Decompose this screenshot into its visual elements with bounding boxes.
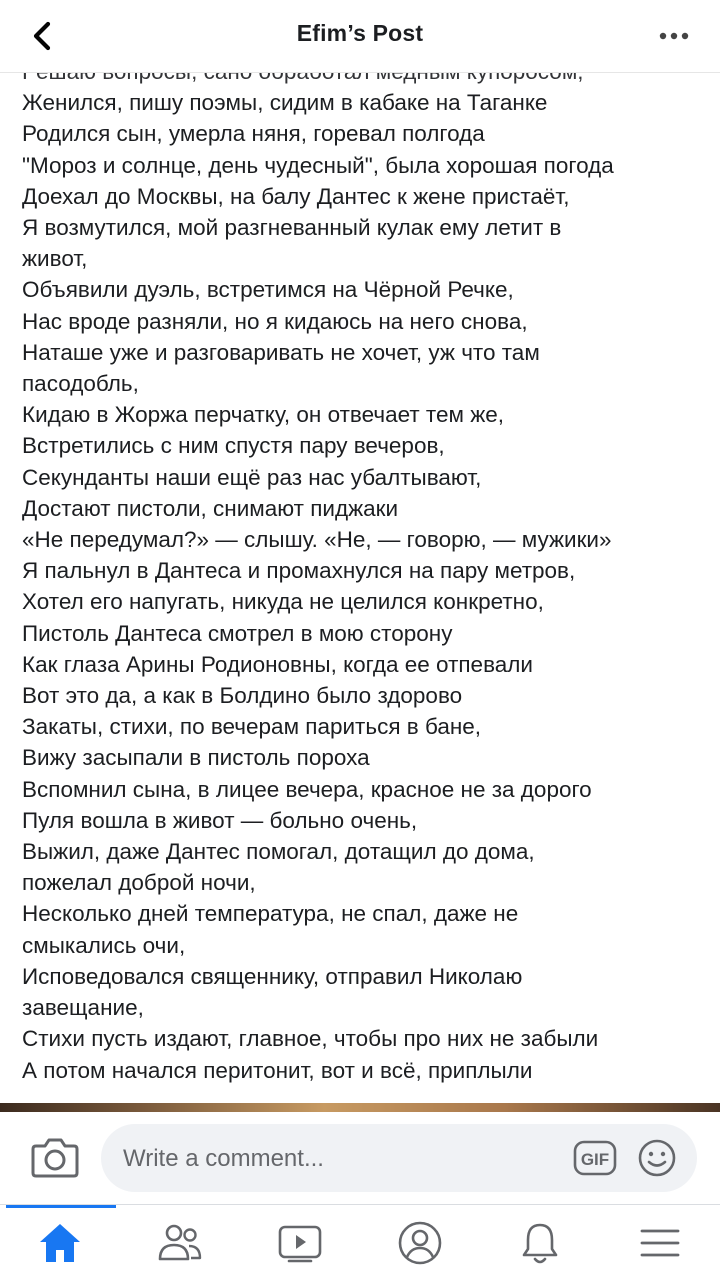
- post-text-line: Исповедовался священнику, отправил Николаю: [22, 963, 523, 989]
- tab-menu[interactable]: [634, 1217, 686, 1269]
- post-text-line: Закаты, стихи, по вечерам париться в бане,: [22, 714, 482, 740]
- post-text-line: Родился сын, умерла няня, горевал полгода: [22, 121, 485, 147]
- tab-watch[interactable]: [274, 1217, 326, 1269]
- gif-button[interactable]: [573, 1140, 617, 1176]
- post-text-line: живот,: [22, 246, 88, 272]
- post-text-line: Как глаза Арины Родионовны, когда ее отпевали: [22, 651, 533, 677]
- post-text-line: Достают пистоли, снимают пиджаки: [22, 495, 399, 521]
- bell-icon: [520, 1220, 560, 1266]
- comment-input[interactable]: [101, 1124, 697, 1192]
- post-text-line: смыкались очи,: [22, 932, 186, 958]
- more-options-button[interactable]: [654, 22, 694, 50]
- profile-icon: [397, 1220, 443, 1266]
- post-image-edge: [0, 1103, 720, 1112]
- page-title: Efim’s Post: [296, 20, 424, 46]
- post-text-line: Я пальнул в Дантеса и промахнулся на пару метров,: [22, 558, 576, 584]
- gif-label: GIF: [580, 1150, 610, 1169]
- post-text-line: Вот это да, а как в Болдино было здорово: [22, 683, 463, 709]
- top-bar: [0, 0, 720, 73]
- tab-notifications[interactable]: [514, 1217, 566, 1269]
- tab-profile[interactable]: [394, 1217, 446, 1269]
- post-text-line: Вспомнил сына, в лицее вечера, красное не за дорого: [22, 776, 592, 802]
- post-body: [0, 52, 720, 1104]
- post-text-line: Стихи пусть издают, главное, чтобы про них не забыли: [22, 1026, 599, 1052]
- post-text-line: "Мороз и солнце, день чудесный", была хорошая погода: [22, 152, 614, 178]
- post-text-line: Пистоль Дантеса смотрел в мою сторону: [22, 620, 453, 646]
- post-text-line: Секунданты наши ещё раз нас убалтывают,: [22, 464, 482, 490]
- menu-hamburger-icon: [640, 1226, 680, 1260]
- tab-home[interactable]: [34, 1217, 86, 1269]
- camera-icon: [30, 1136, 82, 1178]
- emoji-button[interactable]: [637, 1138, 677, 1178]
- post-text-line: пожелал доброй ночи,: [22, 870, 256, 896]
- post-text-line: Объявили дуэль, встретимся на Чёрной Речке,: [22, 277, 514, 303]
- active-tab-indicator: [6, 1205, 116, 1208]
- post-text-line: Несколько дней температура, не спал, даже не: [22, 901, 519, 927]
- post-text-line: Встретились с ним спустя пару вечеров,: [22, 433, 445, 459]
- post-text-line: пасодобль,: [22, 371, 139, 397]
- video-play-icon: [277, 1223, 323, 1263]
- post-text-line: Наташе уже и разговаривать не хочет, уж что там: [22, 339, 540, 365]
- post-text: [22, 56, 702, 1086]
- post-text-line: Я возмутился, мой разгневанный кулак ему летит в: [22, 215, 562, 241]
- tab-friends[interactable]: [154, 1217, 206, 1269]
- camera-button[interactable]: [30, 1136, 82, 1180]
- comment-placeholder: Write a comment...: [123, 1145, 324, 1172]
- post-text-line: Нас вроде разняли, но я кидаюсь на него снова,: [22, 308, 528, 334]
- post-text-line: Вижу засыпали в пистоль пороха: [22, 745, 370, 771]
- post-text-line: Выжил, даже Дантес помогал, дотащил до дома,: [22, 839, 535, 865]
- post-text-line: Кидаю в Жоржа перчатку, он отвечает тем же,: [22, 402, 505, 428]
- more-dots-icon: [659, 32, 689, 40]
- home-icon: [37, 1221, 83, 1265]
- post-text-line: «Не передумал?» — слышу. «Не, — говорю, — мужики»: [22, 527, 612, 553]
- emoji-smile-icon: [637, 1138, 677, 1178]
- post-text-line: Пуля вошла в живот — больно очень,: [22, 807, 418, 833]
- post-text-line: Женился, пишу поэмы, сидим в кабаке на Таганке: [22, 90, 548, 116]
- post-text-line: завещание,: [22, 995, 144, 1021]
- post-text-line: Хотел его напугать, никуда не целился конкретно,: [22, 589, 544, 615]
- post-text-line: Доехал до Москвы, на балу Дантес к жене пристаёт,: [22, 183, 570, 209]
- comment-composer: [0, 1112, 720, 1204]
- post-text-line: А потом начался перитонит, вот и всё, приплыли: [22, 1057, 533, 1083]
- friends-icon: [156, 1221, 204, 1265]
- bottom-tab-bar: [0, 1204, 720, 1281]
